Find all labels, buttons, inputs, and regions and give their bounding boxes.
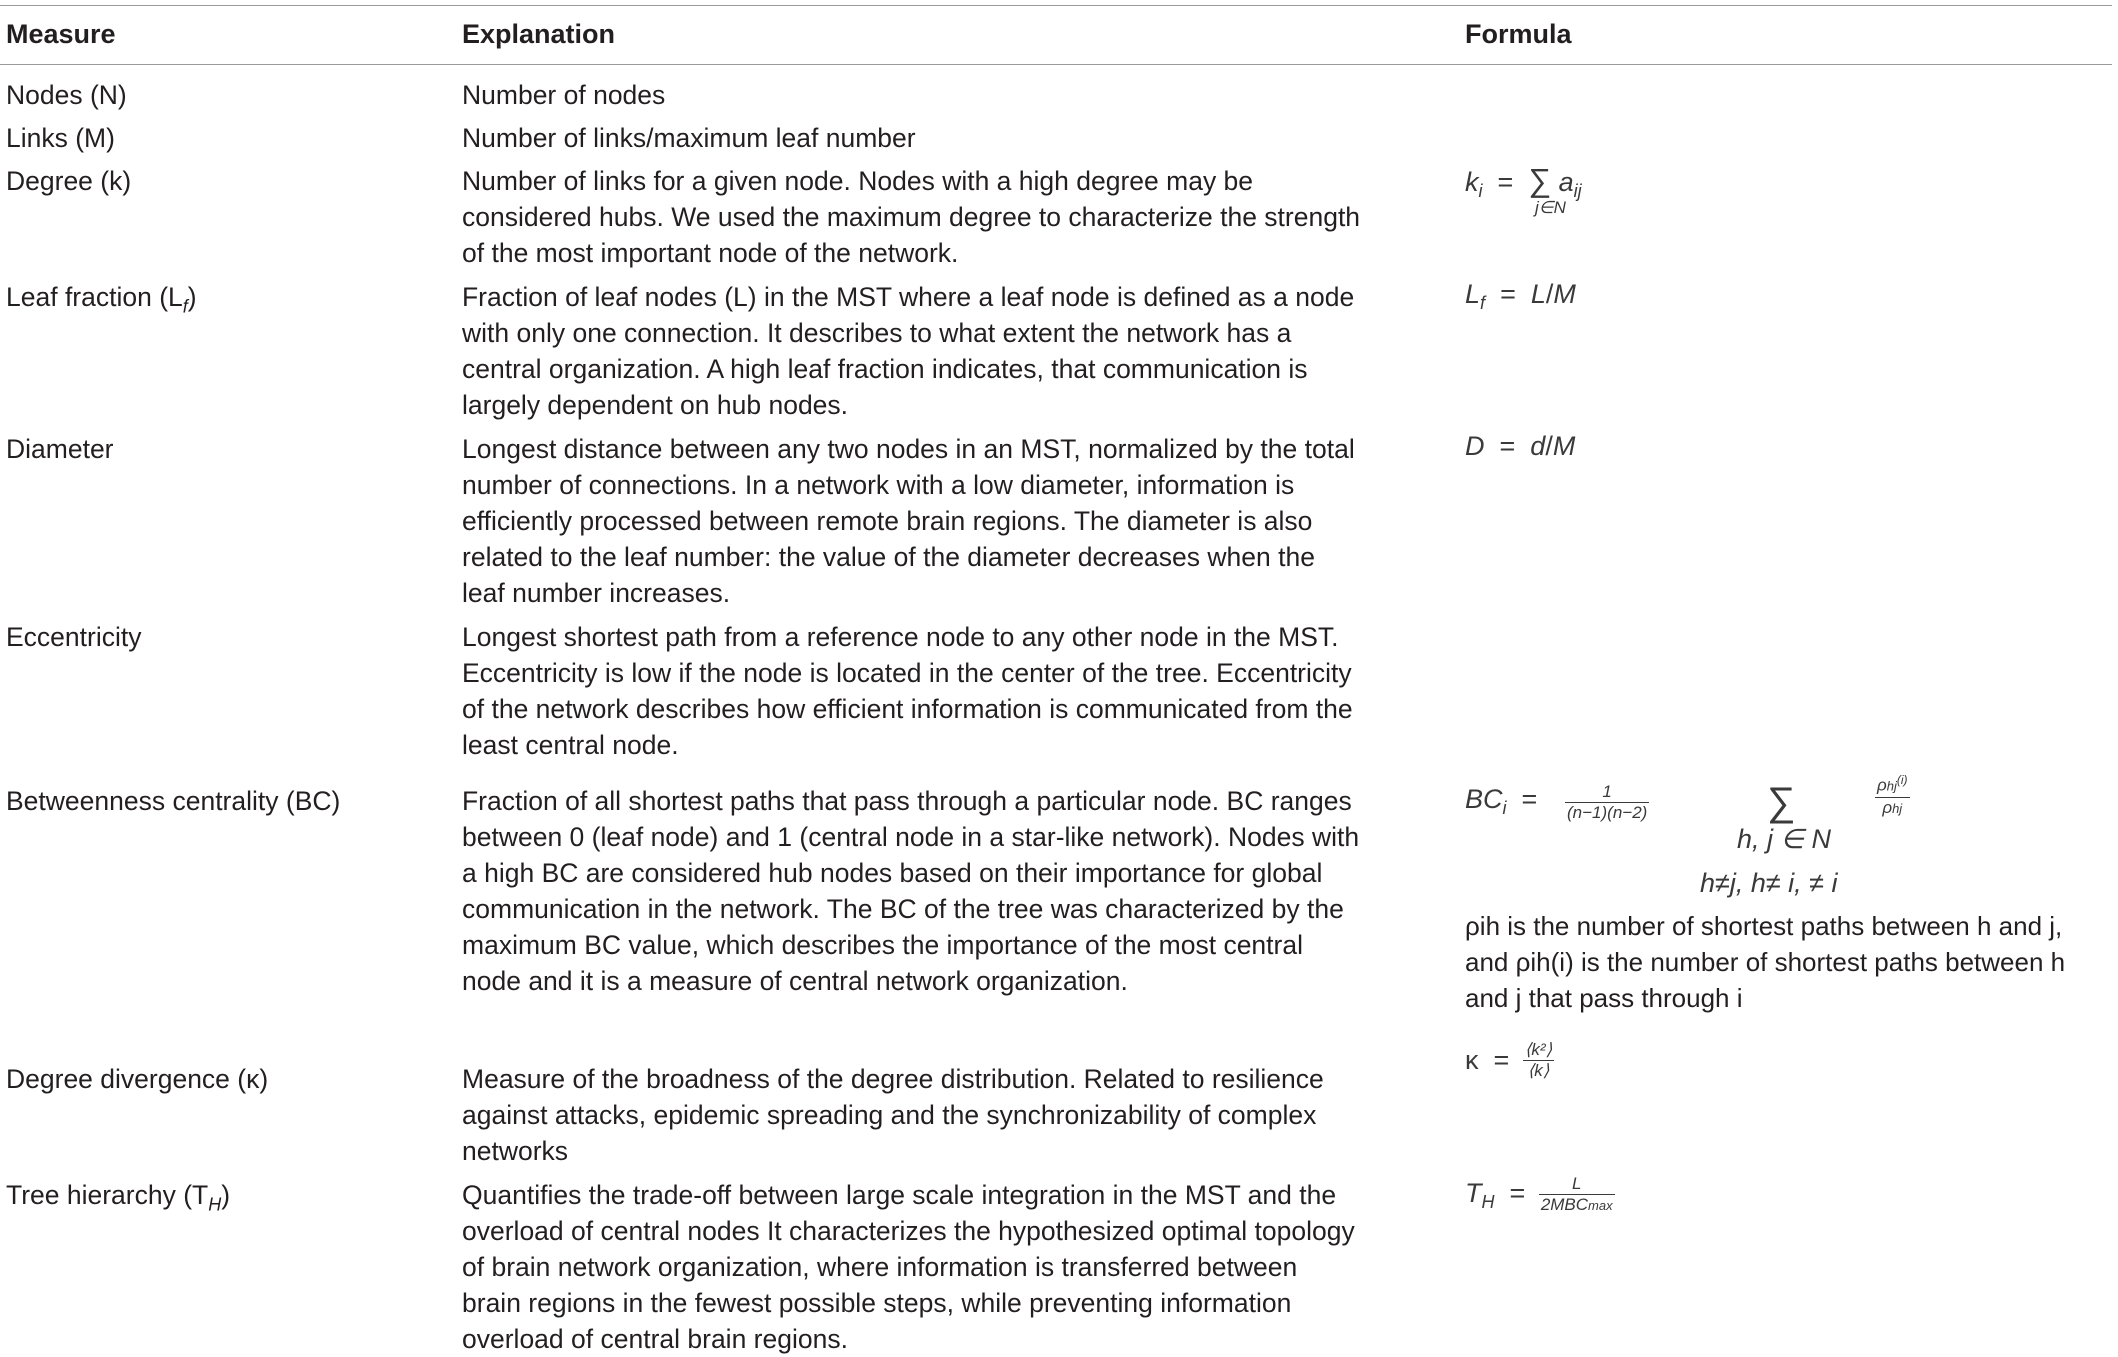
header-measure: Measure [6,19,116,49]
row-tree-hierarchy-measure: Tree hierarchy $(T_H)$ [6,1180,231,1215]
row-eccentricity-explanation: Longest shortest path from a reference node to any other node in the MST. Eccentricity is low if the node is located in the center of the tree. Eccentricity of the network describes how efficient information is communicated from the least central node. [462,622,1353,760]
row-bc-explanation: Fraction of all shortest paths that pass through a particular node. BC ranges between 0 (leaf node) and 1 (central node in a star-like network). Nodes with a high BC are considered hub nodes based on their importance for global communication in the network. The BC of the tree was characterized by the maximum BC value, which describes the importance of the most central node and it is a measure of central network organization. [462,786,1360,996]
row-leaf-fraction-measure: Leaf fraction $(L_f)$ [6,282,197,317]
header-formula: Formula [1465,19,1572,49]
row-degree-divergence-measure: Degree divergence (κ) [6,1064,269,1094]
row-leaf-fraction-explanation: Fraction of leaf nodes (L) in the MST where a leaf node is defined as a node with only one connection. It describes to what extent the network has a central organization. A high leaf fraction indicates, that communication is largely dependent on hub nodes. [462,282,1355,420]
row-tree-hierarchy-explanation: Quantifies the trade-off between large scale integration in the MST and the overload of central nodes It characterizes the hypothesized optimal topology of brain network organization, where information is transferred between brain regions in the fewest possible steps, while preventing information overload of central brain regions. [462,1180,1355,1354]
row-degree-explanation: Number of links for a given node. Nodes with a high degree may be considered hubs. We used the maximum degree to characterize the strength of the most important node of the network. [462,166,1361,268]
row-degree-measure: Degree (k) [6,166,132,196]
row-nodes-explanation: Number of nodes [462,80,666,110]
degree-divergence-formula: κ = $\frac{\text{⟨k²⟩}}{⟨k⟩}$ [1465,1040,1553,1080]
row-links-measure: Links (M) [6,123,115,153]
row-diameter-explanation: Longest distance between any two nodes in an MST, normalized by the total number of connections. In a network with a low diameter, information is efficiently processed between remote brain regions. The diameter is also related to the leaf number: the value of the diameter decreases when the leaf number increases. [462,434,1355,608]
row-links-explanation: Number of links/maximum leaf number [462,123,916,153]
row-degree-divergence-explanation: Measure of the broadness of the degree distribution. Related to resilience against attacks, epidemic spreading and the synchronizability of complex networks [462,1064,1324,1166]
header-explanation: Explanation [462,19,616,49]
bc-formula-note: ρih is the number of shortest paths between h and j, and ρih(i) is the number of shortest paths between h and j that pass through i [1465,911,2066,1013]
bc-formula-range: h, j ∈ N [1737,824,1832,854]
bc-formula-condition: h≠j, h≠ i, ≠ i [1700,868,1838,898]
diameter-formula: D = d/M [1465,431,1576,461]
row-bc-measure: Betweenness centrality (BC) [6,786,341,816]
degree-formula: $k_i$ = ∑ $a_{ij}$ j∈N [1465,162,1582,217]
row-eccentricity-measure: Eccentricity [6,622,142,652]
tree-hierarchy-formula: $T_H$ = $\frac{L}{\text{2MBCmax}}$ [1465,1174,1613,1214]
table-top-rule [0,5,2112,6]
leaf-fraction-formula: $L_f = L/M$ [1465,279,1576,313]
bc-formula: $BC_i$ = $\frac{1}{(n-1)(n-2)}$ ∑ ρhj$^{(i)}$ ρhj h, j ∈ N h≠j, h≠ i, ≠ i [1465,770,2105,910]
row-nodes-measure: Nodes (N) [6,80,127,110]
table-header-rule [0,64,2112,65]
row-diameter-measure: Diameter [6,434,114,464]
